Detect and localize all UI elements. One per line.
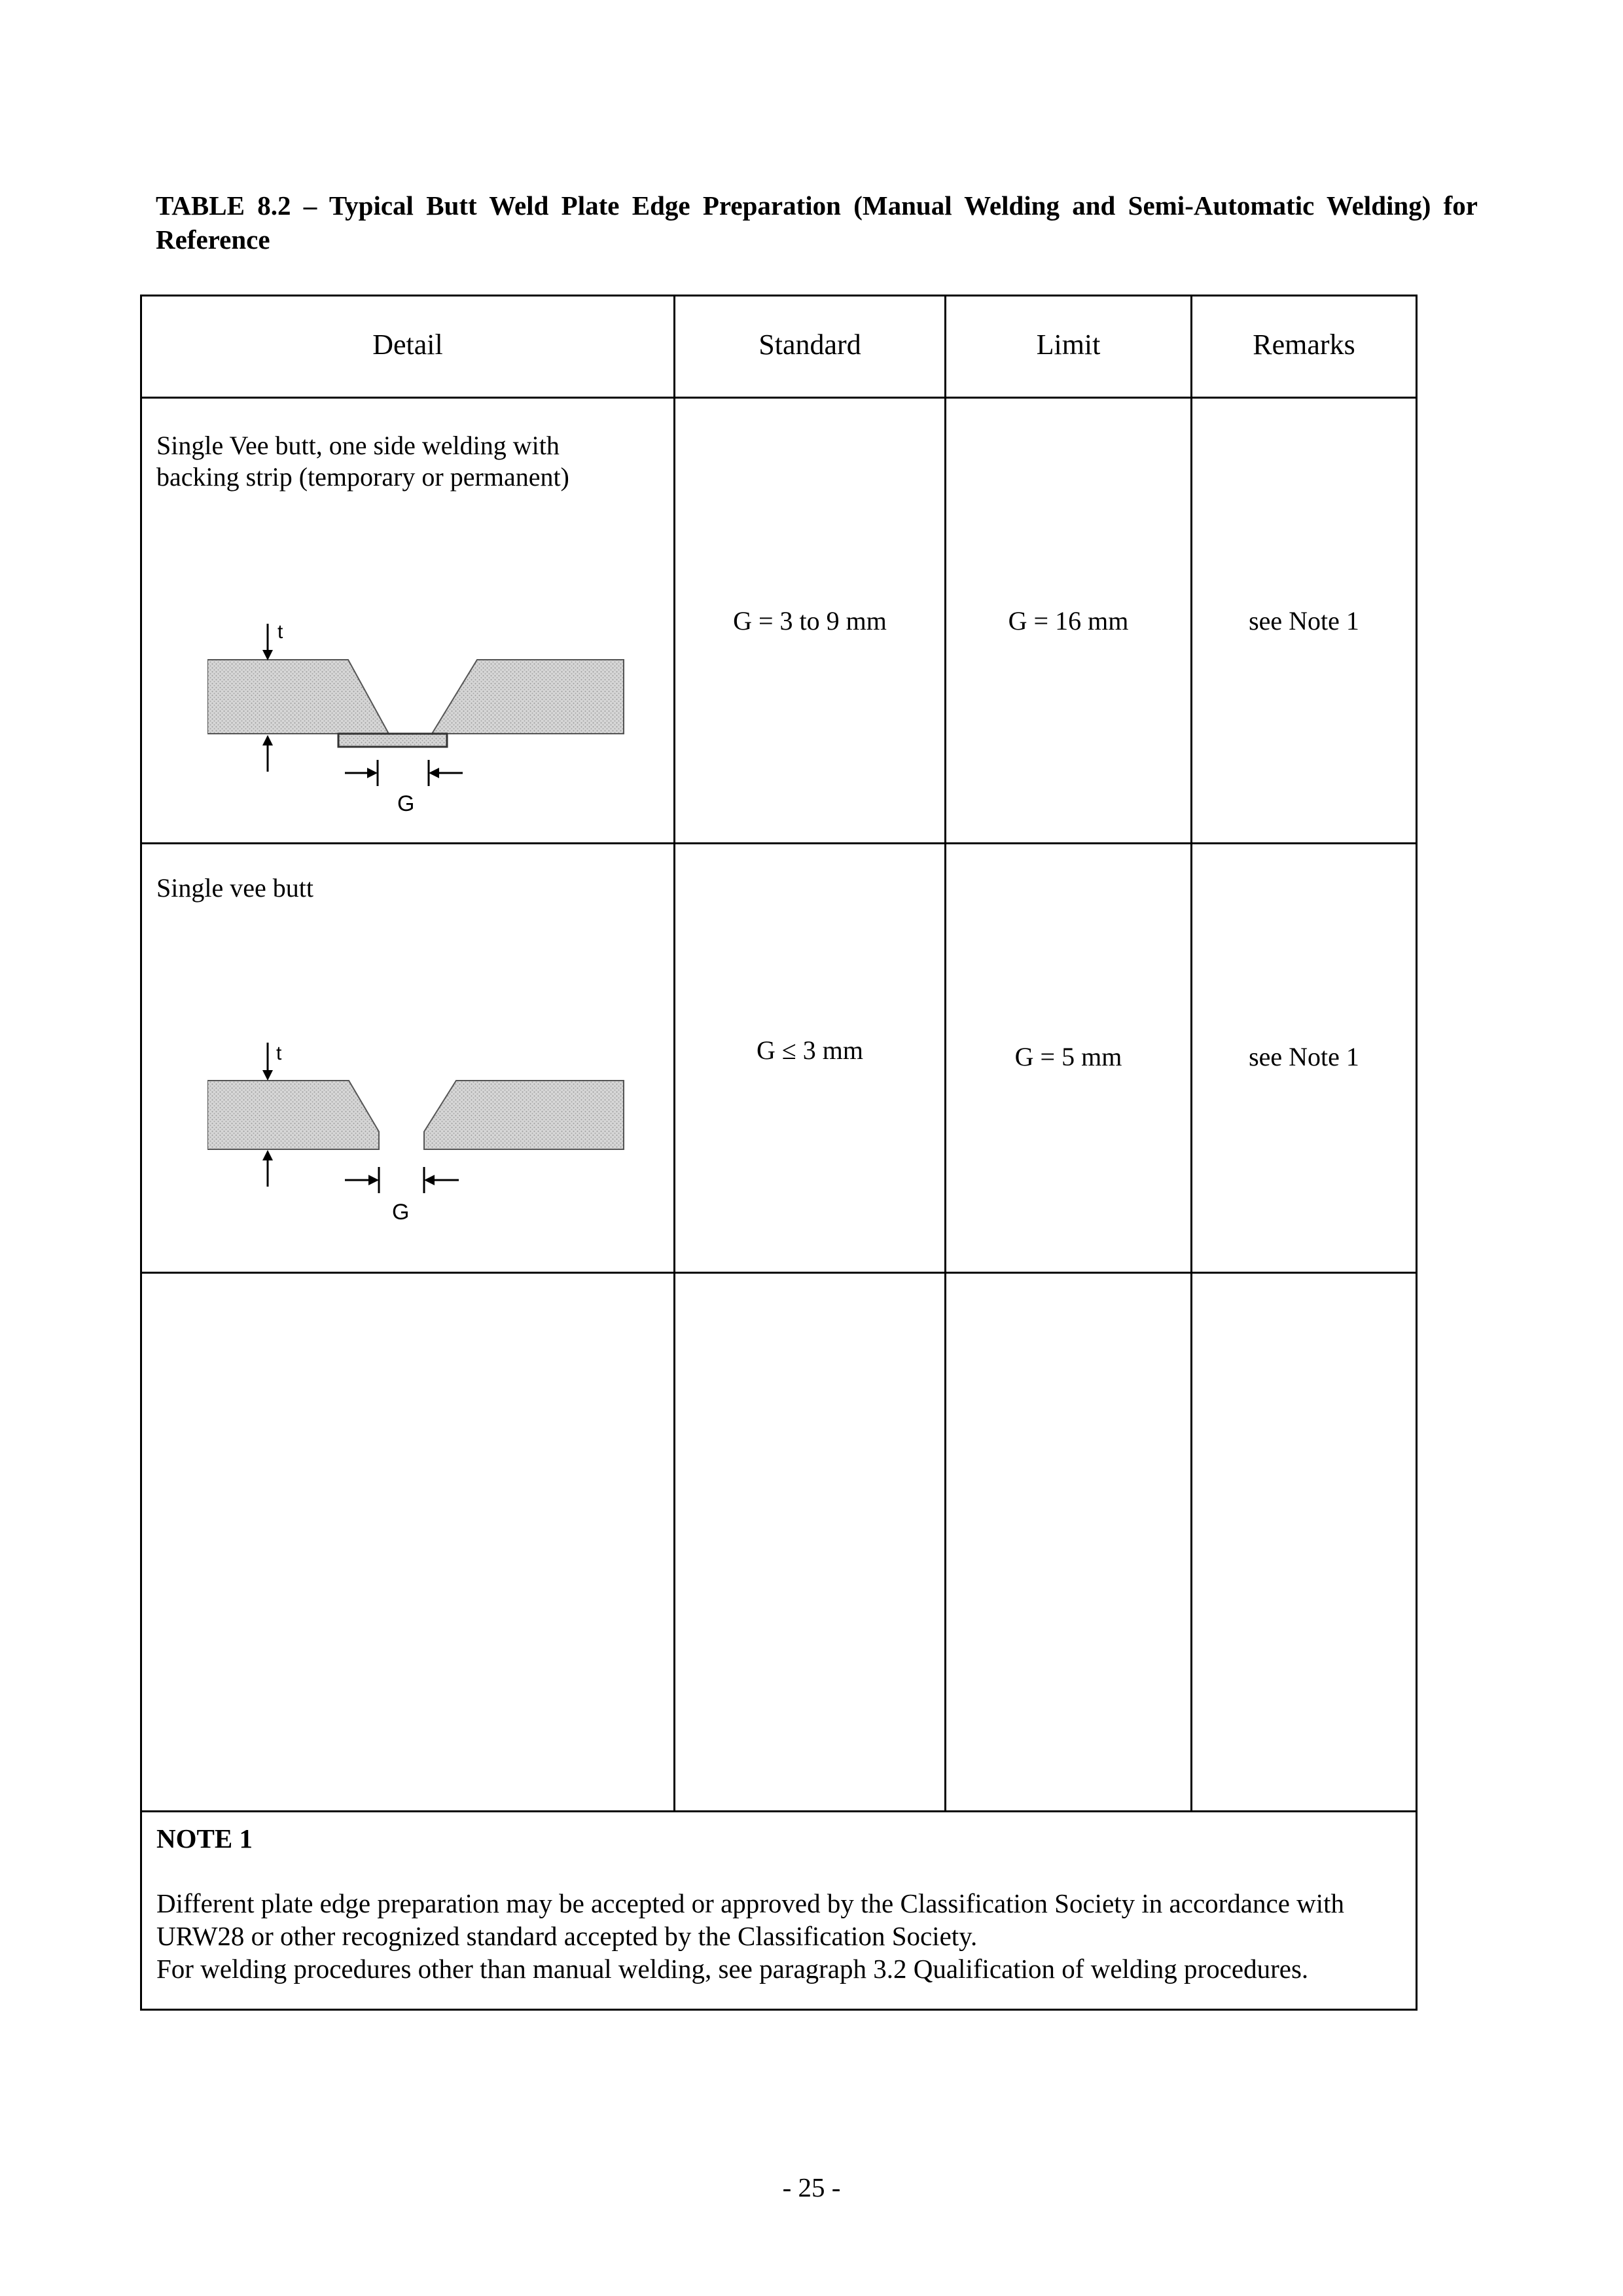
table-title: TABLE 8.2 – Typical Butt Weld Plate Edge Preparation (Manual Welding and Semi-Automatic Welding) for Reference <box>156 190 1478 255</box>
row-divider <box>142 1272 1416 1274</box>
right-plate <box>424 1081 624 1149</box>
gap-label: G <box>397 791 415 816</box>
note-line-1: Different plate edge preparation may be accepted or approved by the Classification Society in accordance with URW28 or other recognized standard accepted by the Classification Society. <box>156 1888 1345 1951</box>
single-vee-diagram <box>207 1036 626 1252</box>
row1-limit: G = 16 mm <box>1008 606 1129 636</box>
row1-remarks: see Note 1 <box>1249 606 1359 636</box>
weld-preparation-table <box>140 295 1418 2011</box>
left-plate <box>207 660 389 734</box>
single-vee-backing-strip-diagram <box>207 604 626 820</box>
row2-limit: G = 5 mm <box>1014 1042 1122 1071</box>
thickness-label: t <box>276 1043 282 1064</box>
row2-standard: G ≤ 3 mm <box>756 1035 864 1065</box>
right-plate <box>432 660 624 734</box>
row1-standard: G = 3 to 9 mm <box>733 606 887 636</box>
left-plate <box>207 1081 379 1149</box>
row-divider <box>142 842 1416 844</box>
note-title: NOTE 1 <box>156 1823 253 1854</box>
backing-strip <box>338 734 447 747</box>
gap-label: G <box>392 1200 410 1225</box>
note-line-2: For welding procedures other than manual welding, see paragraph 3.2 Qualification of welding procedures. <box>156 1954 1309 1984</box>
header-detail: Detail <box>372 329 443 361</box>
header-limit: Limit <box>1036 329 1101 361</box>
row2-detail: Single vee butt <box>156 873 313 903</box>
page-number: - 25 - <box>782 2172 841 2202</box>
row-divider <box>142 397 1416 399</box>
header-remarks: Remarks <box>1253 329 1355 361</box>
row-divider <box>142 1810 1416 1812</box>
row2-remarks: see Note 1 <box>1249 1042 1359 1071</box>
header-standard: Standard <box>758 329 861 361</box>
row1-detail: Single Vee butt, one side welding with backing strip (temporary or permanent) <box>156 431 569 492</box>
thickness-label: t <box>277 621 283 643</box>
